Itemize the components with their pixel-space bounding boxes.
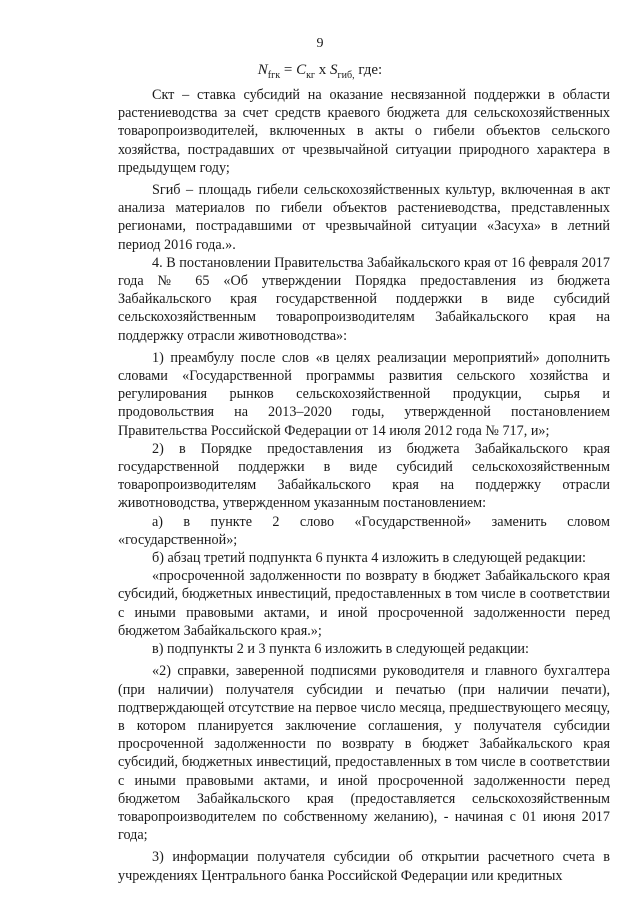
paragraph-quote-certificate: «2) справки, заверенной подписями руководителя и главного бухгалтера (при наличии) получателя субсидии и печатью (при наличии печати), подтверждающей отсутствие на первое число месяца, предшествующего месяцу, в котором планируется заключение соглашения, у получателя субсидии просроченной задолженности по возврату в бюджет Забайкальского края субсидий, бюджетных инвестиций, предоставленных в том числе в соответствии с иными правовыми актами, и иной просроченной задолженности перед бюджетом Забайкальского края (предоставляется сельскохозяйственным товаропроизводителем по собственному желанию), - начиная с 01 июня 2017 года; bbox=[118, 663, 610, 844]
paragraph-subitem-b: б) абзац третий подпункта 6 пункта 4 изложить в следующей редакции: bbox=[152, 550, 586, 567]
paragraph-skt-definition: Скт – ставка субсидий на оказание несвязанной поддержки в области растениеводства за счет средств краевого бюджета для сельскохозяйственных товаропроизводителей, включенных в акты о гибели объектов сельского хозяйства, пострадавших от чрезвычайной ситуации природного характера в предыдущем году; bbox=[118, 87, 610, 176]
paragraph-quote-overdue-debt: «просроченной задолженности по возврату в бюджет Забайкальского края субсидий, бюджетных инвестиций, предоставленных в том числе в соответствии с иными правовыми актами, и иной просроченной задолженности перед бюджетом Забайкальского края.»; bbox=[118, 568, 610, 639]
formula-n-sub: fгк bbox=[267, 70, 281, 81]
formula-c: C bbox=[296, 62, 307, 78]
paragraph-subitem-a: а) в пункте 2 слово «Государственной» заменить словом «государственной»; bbox=[118, 513, 610, 548]
paragraph-subitem-2: 2) в Порядке предоставления из бюджета Забайкальского края государственной поддержки в виде субсидий сельскохозяйственным товаропроизводителям Забайкальского края на поддержку отрасли животноводства, утвержденном указанным постановлением: bbox=[118, 440, 610, 512]
formula-s-sub: гиб, bbox=[337, 70, 355, 81]
formula-tail: где: bbox=[354, 62, 383, 78]
document-body bbox=[118, 86, 610, 885]
paragraph-subitem-v: в) подпункты 2 и 3 пункта 6 изложить в следующей редакции: bbox=[152, 641, 529, 658]
page-number: 9 bbox=[316, 36, 324, 51]
paragraph-sgib-definition: Sгиб – площадь гибели сельскохозяйственных культур, включенная в акт анализа материалов по гибели объектов растениеводства, представленных регионами, пострадавшими от чрезвычайной ситуации «Засуха» в летний период 2016 года.». bbox=[118, 182, 610, 253]
paragraph-bank-account-info: 3) информации получателя субсидии об открытии расчетного счета в учреждениях Центрального банка Российской Федерации или кредитных bbox=[118, 849, 610, 884]
subsidy-formula bbox=[0, 62, 640, 81]
formula-s: S bbox=[330, 62, 338, 78]
paragraph-subitem-1: 1) преамбулу после слов «в целях реализации мероприятий» дополнить словами «Государственной программы развития сельского хозяйства и регулирования рынков сельскохозяйственной продукции, сырья и продовольствия на 2013–2020 годы, утвержденной постановлением Правительства Российской Федерации от 14 июля 2012 года № 717, и»; bbox=[118, 349, 610, 439]
paragraph-item-4: 4. В постановлении Правительства Забайкальского края от 16 февраля 2017 года № 65 «Об утверждении Порядка предоставления из бюджета Забайкальского края государственной поддержки в виде субсидий сельскохозяйственным товаропроизводителям Забайкальского края на поддержку отрасли животноводства»: bbox=[118, 254, 610, 344]
formula-times: x bbox=[315, 62, 331, 78]
formula-c-sub: кг bbox=[306, 70, 316, 81]
formula-n: N bbox=[257, 62, 268, 78]
formula-equals: = bbox=[280, 62, 297, 78]
